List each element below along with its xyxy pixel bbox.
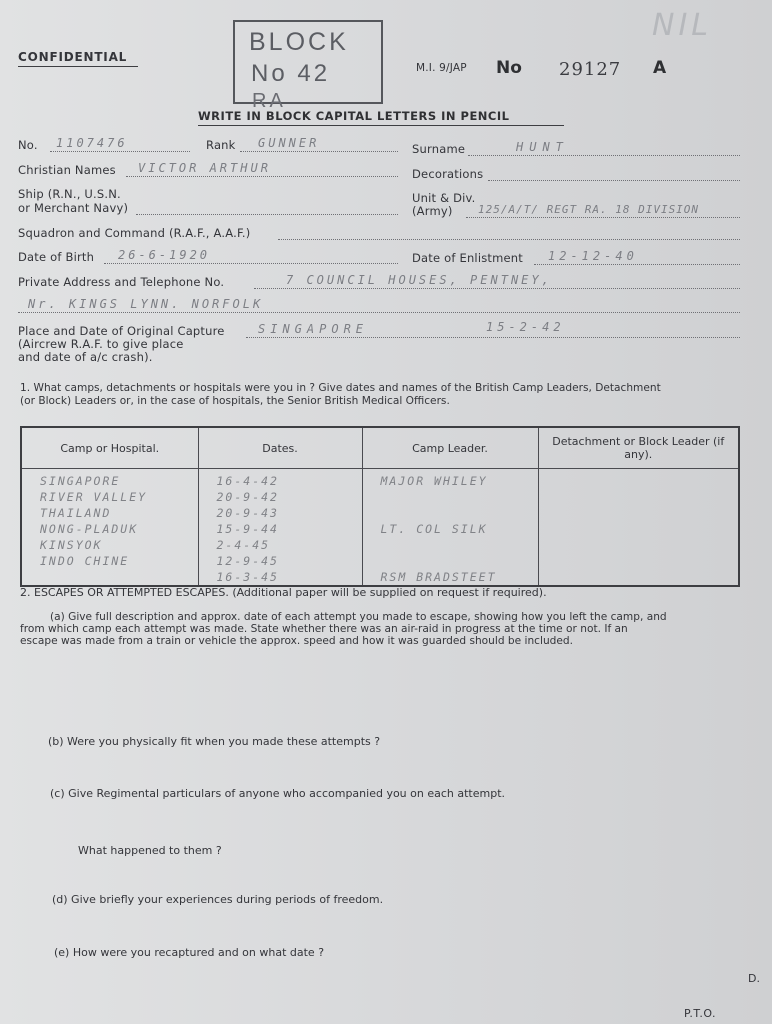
- number-label: No: [496, 58, 522, 78]
- ship-label-line1: Ship (R.N., U.S.N.: [18, 187, 121, 201]
- dates-column: [198, 469, 362, 587]
- camp-entry: THAILAND: [40, 506, 112, 520]
- unit-label-line2: (Army): [412, 204, 453, 218]
- question-2b: (b) Were you physically fit when you made these attempts ?: [48, 735, 381, 748]
- address-line-2: Nr. KINGS LYNN. NORFOLK: [28, 297, 264, 311]
- date-entry: 20-9-42: [216, 490, 279, 504]
- unit-label-line1: Unit & Div.: [412, 191, 476, 205]
- ship-label-line2: or Merchant Navy): [18, 201, 129, 215]
- question-1-line1: 1. What camps, detachments or hospitals were you in ? Give dates and names of the British Camp Leaders, Detachment: [20, 382, 661, 394]
- decorations-label: Decorations: [412, 167, 484, 181]
- leader-entry: RSM BRADSTEET: [380, 570, 497, 584]
- header-detachment-leader: Detachment or Block Leader (if any).: [538, 427, 739, 469]
- rank-value: GUNNER: [258, 136, 320, 150]
- dob-label: Date of Birth: [18, 250, 95, 264]
- address-line-1-rule: [254, 288, 740, 289]
- leaders-column: [362, 469, 538, 587]
- leader-entry: [381, 489, 532, 505]
- no-value: 1107476: [56, 136, 128, 150]
- detachment-column: [538, 469, 739, 587]
- confidential-underline: [18, 66, 138, 67]
- enlistment-label: Date of Enlistment: [412, 251, 524, 265]
- surname-line: [468, 155, 740, 156]
- unit-line: [466, 217, 740, 218]
- confidential-heading: CONFIDENTIAL: [18, 50, 128, 64]
- header-dates: Dates.: [198, 427, 362, 469]
- question-2-title: 2. ESCAPES OR ATTEMPTED ESCAPES. (Additional paper will be supplied on request if required).: [20, 586, 547, 599]
- date-entry: 12-9-45: [216, 554, 279, 568]
- no-label: No.: [18, 138, 38, 152]
- instruction-underline: [198, 125, 564, 126]
- date-entry: 16-3-45: [216, 570, 279, 584]
- leader-entry: MAJOR WHILEY: [380, 474, 488, 488]
- capture-label-line2: (Aircrew R.A.F. to give place: [18, 337, 184, 351]
- dob-value: 26-6-1920: [118, 248, 211, 262]
- header-camp-leader: Camp Leader.: [362, 427, 538, 469]
- header-camp: Camp or Hospital.: [21, 427, 198, 469]
- date-entry: 16-4-42: [216, 474, 279, 488]
- christian-names-value: VICTOR ARTHUR: [138, 161, 271, 175]
- series-letter: A: [653, 58, 667, 78]
- unit-value: 125/A/T/ REGT RA. 18 DIVISION: [478, 203, 700, 216]
- leader-entry: [381, 553, 532, 569]
- question-2c-sub: What happened to them ?: [78, 844, 222, 857]
- address-line-1: 7 COUNCIL HOUSES, PENTNEY,: [286, 273, 552, 287]
- camp-entry: INDO CHINE: [40, 554, 130, 568]
- mi-reference: M.I. 9/JAP: [416, 62, 467, 74]
- christian-names-line: [126, 176, 398, 177]
- question-2d: (d) Give briefly your experiences during periods of freedom.: [52, 893, 384, 906]
- camp-entry: RIVER VALLEY: [40, 490, 148, 504]
- camps-table: [20, 426, 740, 587]
- enlistment-line: [534, 264, 740, 265]
- squadron-line: [278, 239, 740, 240]
- leader-entry: [381, 537, 532, 553]
- christian-names-label: Christian Names: [18, 163, 116, 177]
- stamp-line-3: RA: [252, 90, 286, 112]
- leader-entry: LT. COL SILK: [380, 522, 488, 536]
- capture-place: SINGAPORE: [258, 322, 369, 336]
- camp-entry: SINGAPORE: [40, 474, 121, 488]
- enlistment-value: 12-12-40: [548, 249, 638, 263]
- no-line: [50, 151, 190, 152]
- surname-label: Surname: [412, 142, 466, 156]
- address-label: Private Address and Telephone No.: [18, 275, 225, 289]
- surname-value: HUNT: [516, 140, 569, 154]
- leader-entry: [381, 505, 532, 521]
- stamp-line-2: No 42: [251, 60, 331, 87]
- question-2e: (e) How were you recaptured and on what date ?: [54, 946, 325, 959]
- pto-label: P.T.O.: [684, 1007, 717, 1020]
- capture-label-line1: Place and Date of Original Capture: [18, 324, 225, 338]
- question-1-line2: (or Block) Leaders or, in the case of hospitals, the Senior British Medical Officers.: [20, 395, 450, 407]
- capture-date: 15-2-42: [486, 320, 565, 334]
- address-line-2-rule: [18, 312, 740, 313]
- question-2a-line2: from which camp each attempt was made. State whether there was an air-raid in progress at the time or not. If an: [20, 623, 628, 635]
- camp-entry: NONG-PLADUK: [40, 522, 139, 536]
- corner-note: NIL: [652, 8, 713, 43]
- rank-line: [240, 151, 398, 152]
- edge-mark: D.: [748, 972, 760, 985]
- decorations-line: [488, 180, 740, 181]
- question-2a-line1: (a) Give full description and approx. date of each attempt you made to escape, showing how you left the camp, and: [50, 611, 667, 623]
- question-2a-line3: escape was made from a train or vehicle the approx. speed and how it was guarded should be included.: [20, 635, 573, 647]
- date-entry: 20-9-43: [216, 506, 279, 520]
- camp-entry: KINSYOK: [40, 538, 103, 552]
- date-entry: 15-9-44: [216, 522, 279, 536]
- camps-column: [21, 469, 198, 587]
- stamp-line-1: BLOCK: [249, 28, 349, 56]
- capture-line: [246, 337, 740, 338]
- instruction-heading: WRITE IN BLOCK CAPITAL LETTERS IN PENCIL: [198, 109, 510, 123]
- date-entry: 2-4-45: [216, 538, 271, 552]
- dob-line: [104, 263, 398, 264]
- squadron-label: Squadron and Command (R.A.F., A.A.F.): [18, 226, 251, 240]
- ship-line: [136, 214, 398, 215]
- capture-label-line3: and date of a/c crash).: [18, 350, 153, 364]
- serial-number: 29127: [559, 59, 622, 80]
- rank-label: Rank: [206, 138, 236, 152]
- question-2c: (c) Give Regimental particulars of anyone who accompanied you on each attempt.: [50, 787, 506, 800]
